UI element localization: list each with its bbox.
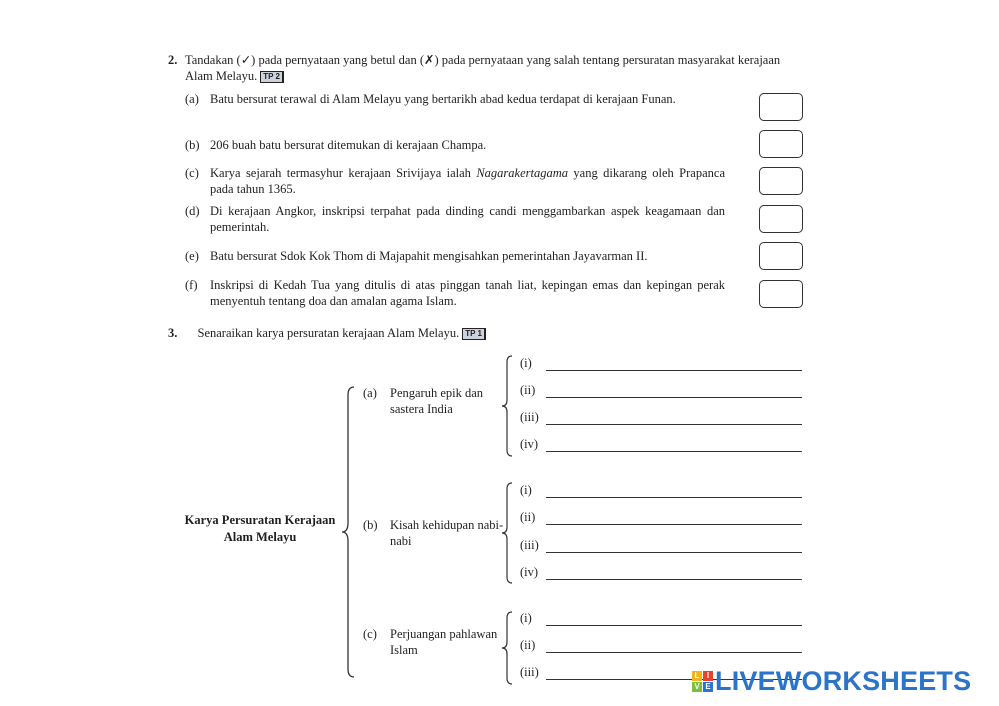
answer-line-a-iv[interactable]	[520, 436, 802, 452]
row-number: (i)	[520, 611, 532, 625]
statement-label: (f)	[185, 278, 198, 292]
statement-text: Inskripsi di Kedah Tua yang ditulis di atas pinggan tanah liat, kepingan emas dan kepingan perak menyentuh tentang doa dan amalan agama Islam.	[210, 278, 725, 308]
logo-cell: V	[692, 682, 702, 692]
row-number: (iii)	[520, 665, 539, 679]
answer-line-b-ii[interactable]	[520, 509, 802, 525]
liveworksheets-logo	[692, 666, 971, 696]
row-number: (ii)	[520, 510, 536, 524]
row-number: (iv)	[520, 565, 539, 579]
book-title: Nagarakertagama	[476, 166, 569, 180]
question-2-number: 2.	[168, 53, 178, 67]
category-text: Perjuangan pahlawan Islam	[390, 627, 498, 657]
category-label: (a)	[363, 386, 377, 400]
statement-text	[210, 166, 725, 197]
statement-text-start: Karya sejarah termasyhur kerajaan Srivijaya ialah	[210, 166, 477, 180]
statement-d	[185, 204, 725, 235]
answer-box-e[interactable]	[759, 242, 803, 270]
category-a	[363, 385, 513, 417]
diagram-root-label: Karya Persuratan Kerajaan Alam Melayu	[184, 513, 336, 544]
answer-line-a-i[interactable]	[520, 355, 802, 371]
answer-box-d[interactable]	[759, 205, 803, 233]
row-number: (i)	[520, 356, 532, 370]
answer-line-c-i[interactable]	[520, 610, 802, 626]
statement-e	[185, 249, 725, 265]
row-number: (ii)	[520, 383, 536, 397]
question-3	[168, 325, 486, 341]
category-c	[363, 626, 513, 658]
category-text: Pengaruh epik dan sastera India	[390, 386, 484, 416]
question-3-text: Senaraikan karya persuratan kerajaan Alam Melayu.	[197, 326, 460, 340]
statement-f	[185, 278, 725, 309]
statement-label: (a)	[185, 92, 199, 106]
main-brace	[340, 385, 360, 679]
answer-line-b-iv[interactable]	[520, 564, 802, 580]
statement-label: (d)	[185, 204, 200, 218]
answer-line-c-ii[interactable]	[520, 637, 802, 653]
statement-label: (e)	[185, 249, 199, 263]
logo-grid-icon	[692, 671, 713, 692]
statement-label: (c)	[185, 166, 199, 180]
statement-text: Batu bersurat Sdok Kok Thom di Majapahit mengisahkan pemerintahan Jayavarman II.	[210, 249, 648, 263]
statement-b	[185, 138, 725, 154]
category-label: (c)	[363, 627, 377, 641]
logo-cell: I	[703, 671, 713, 681]
answer-line-b-i[interactable]	[520, 482, 802, 498]
answer-line-a-ii[interactable]	[520, 382, 802, 398]
question-2	[168, 52, 808, 84]
row-number: (iii)	[520, 410, 539, 424]
question-2-text: Tandakan (✓) pada pernyataan yang betul dan (✗) pada pernyataan yang salah tentang persuratan masyarakat kerajaan Alam Melayu.	[185, 53, 781, 83]
statement-label: (b)	[185, 138, 200, 152]
statement-text: Di kerajaan Angkor, inskripsi terpahat pada dinding candi menggambarkan aspek keagamaan dan pemerintah.	[210, 204, 725, 234]
tp-badge: TP 1	[462, 328, 486, 340]
answer-line-a-iii[interactable]	[520, 409, 802, 425]
answer-box-f[interactable]	[759, 280, 803, 308]
statement-text: 206 buah batu bersurat ditemukan di kerajaan Champa.	[210, 138, 487, 152]
question-3-number: 3.	[168, 326, 178, 340]
category-text: Kisah kehidupan nabi-nabi	[390, 518, 504, 548]
statement-a	[185, 92, 725, 108]
row-number: (iii)	[520, 538, 539, 552]
answer-box-c[interactable]	[759, 167, 803, 195]
category-label: (b)	[363, 518, 378, 532]
row-number: (iv)	[520, 437, 539, 451]
tp-badge: TP 2	[260, 71, 284, 83]
logo-text: LIVEWORKSHEETS	[715, 665, 972, 696]
category-b	[363, 517, 513, 549]
question-2-instruction	[185, 52, 808, 84]
logo-cell: L	[692, 671, 702, 681]
answer-box-a[interactable]	[759, 93, 803, 121]
logo-cell: E	[703, 682, 713, 692]
statement-text: Batu bersurat terawal di Alam Melayu yang bertarikh abad kedua terdapat di kerajaan Funan.	[210, 92, 676, 106]
row-number: (i)	[520, 483, 532, 497]
answer-line-b-iii[interactable]	[520, 537, 802, 553]
statement-text-end: yang dikarang oleh Prapanca pada tahun 1365.	[210, 166, 725, 196]
statement-c	[185, 166, 725, 197]
answer-box-b[interactable]	[759, 130, 803, 158]
row-number: (ii)	[520, 638, 536, 652]
